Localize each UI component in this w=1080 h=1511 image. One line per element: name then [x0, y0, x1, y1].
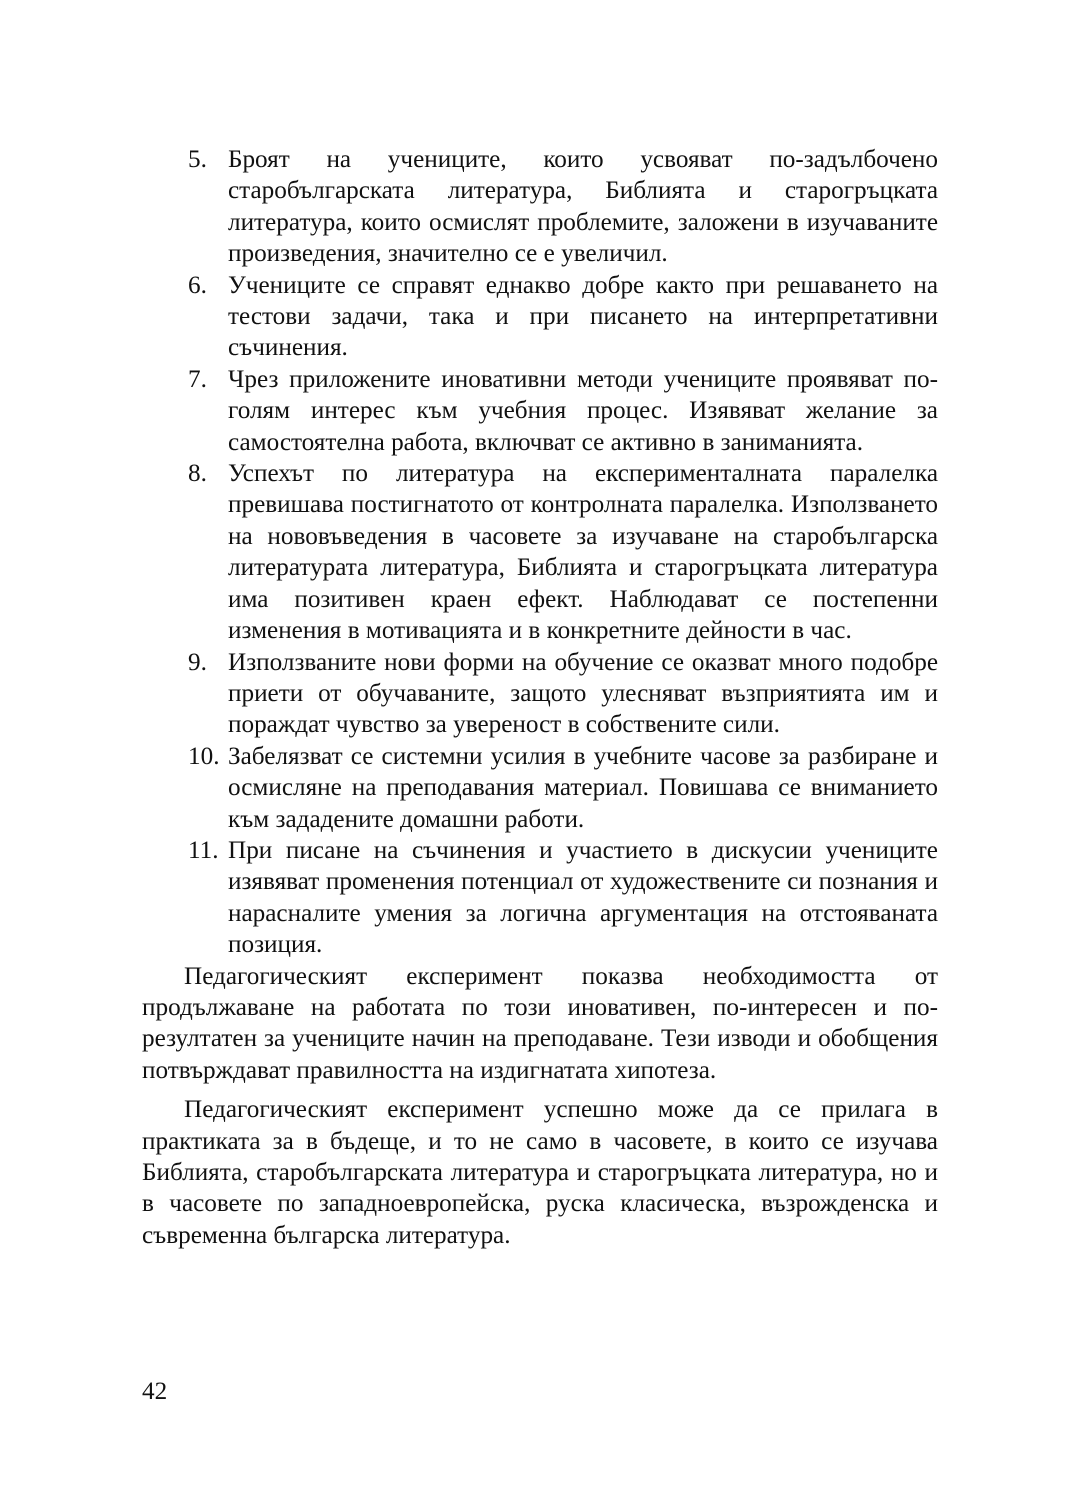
- application-paragraph: Педагогическият експеримент успешно може да се прилага в практиката за в бъдеще, и то не само в часовете, в които се изучава Библията, старобългарската литература и старогръцката литература, но и в часовете по западноевропейска, руска класическа, възрожденска и съвременна българска литература.: [142, 1096, 938, 1249]
- list-item-text: При писане на съчинения и участието в дискусии учениците изявяват променения потенциал от художествените си познания и нарасналите умения за логична аргументация на отстояваната позиция.: [228, 836, 938, 959]
- list-item: [142, 647, 938, 741]
- page-number: 42: [142, 1378, 168, 1405]
- list-item-number: 11.: [188, 836, 219, 864]
- list-item-text: Използваните нови форми на обучение се оказват много подобре приети от обучаваните, защото улесняват възприятията им и пораждат чувство за увереност в собствените сили.: [228, 648, 938, 739]
- list-item: [142, 270, 938, 364]
- list-item-text: Успехът по литература на експерименталната паралелка превишава постигнатото от контролната паралелка. Използването на нововъведения в часовете за изучаване на старобългарска литературата литература, Библията и старогръцката литература има позитивен краен ефект. Наблюдават се постепенни изменения в мотивацията и в конкретните дейности в час.: [228, 460, 938, 645]
- list-item-text: Забелязват се системни усилия в учебните часове за разбиране и осмисляне на преподавания материал. Повишава се вниманието към зададените домашни работи.: [228, 742, 938, 833]
- list-item-number: 10.: [188, 742, 220, 770]
- list-item-number: 9.: [188, 648, 207, 676]
- findings-list: [142, 144, 938, 961]
- list-item: [142, 144, 938, 270]
- list-item-text: Броят на учениците, които усвояват по-задълбочено старобългарската литература, Библията и старогръцката литература, които осмислят проблемите, заложени в изучаваните произведения, значително се е увеличил.: [228, 146, 938, 268]
- list-item: [142, 741, 938, 835]
- list-item: [142, 835, 938, 961]
- page-content: [142, 144, 938, 1251]
- list-item: [142, 458, 938, 646]
- list-item-number: 5.: [188, 146, 207, 173]
- list-item: [142, 364, 938, 458]
- list-item-text: Чрез приложените иновативни методи учениците проявяват по-голям интерес към учебния процес. Изявяват желание за самостоятелна работа, включват се активно в заниманията.: [228, 365, 938, 456]
- list-item-number: 7.: [188, 365, 207, 393]
- list-item-text: Учениците се справят еднакво добре както при решаването на тестови задачи, така и при писането на интерпретативни съчинения.: [228, 271, 938, 362]
- conclusion-paragraph: Педагогическият експеримент показва необходимостта от продължаване на работата по този иновативен, по-интересен и по-резултатен за учениците начин на преподаване. Тези изводи и обобщения потвърждават правилността на издигнатата хипотеза.: [142, 962, 938, 1084]
- list-item-number: 8.: [188, 460, 207, 488]
- list-item-number: 6.: [188, 271, 207, 299]
